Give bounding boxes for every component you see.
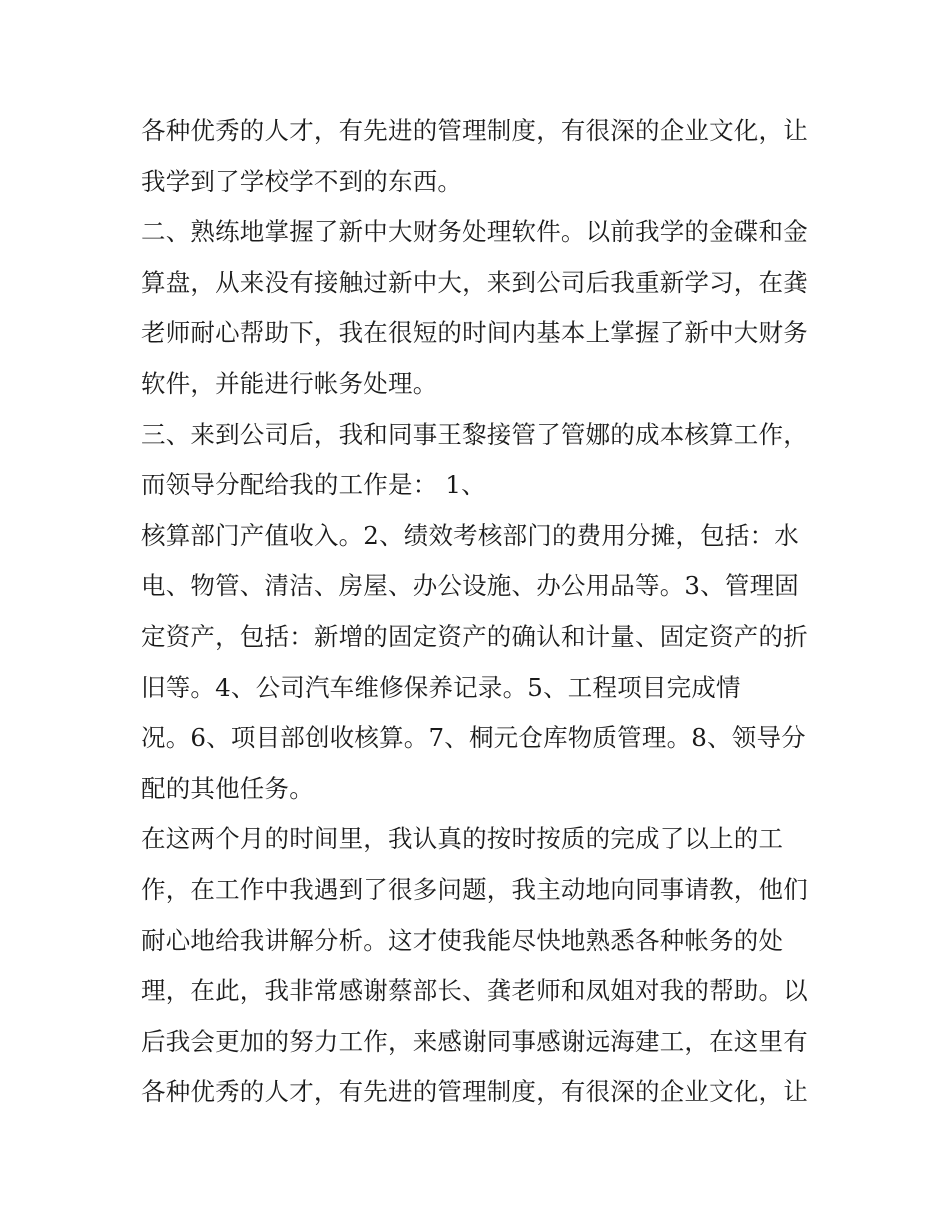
text-line: 况。6、项目部创收核算。7、桐元仓库物质管理。8、领导分 <box>141 723 806 753</box>
text-line: 耐心地给我讲解分析。这才使我能尽快地熟悉各种帐务的处 <box>141 925 784 955</box>
text-line: 电、物管、清洁、房屋、办公设施、办公用品等。3、管理固 <box>141 571 799 601</box>
text-line: 定资产，包括：新增的固定资产的确认和计量、固定资产的折 <box>141 621 808 651</box>
text-line: 算盘，从来没有接触过新中大，来到公司后我重新学习，在龚 <box>141 267 808 297</box>
text-line: 各种优秀的人才，有先进的管理制度，有很深的企业文化，让 <box>141 1077 808 1107</box>
text-line: 我学到了学校学不到的东西。 <box>141 166 463 196</box>
text-line: 核算部门产值收入。2、绩效考核部门的费用分摊，包括：水 <box>141 520 799 550</box>
text-line: 而领导分配给我的工作是： 1、 <box>141 470 486 500</box>
text-line: 配的其他任务。 <box>141 773 314 803</box>
text-line: 后我会更加的努力工作，来感谢同事感谢远海建工，在这里有 <box>141 1026 808 1056</box>
text-line: 理，在此，我非常感谢蔡部长、龚老师和凤姐对我的帮助。以 <box>141 976 808 1006</box>
text-line: 作，在工作中我遇到了很多问题，我主动地向同事请教，他们 <box>141 874 808 904</box>
text-line: 老师耐心帮助下，我在很短的时间内基本上掌握了新中大财务 <box>141 318 808 348</box>
text-line: 软件，并能进行帐务处理。 <box>141 368 438 398</box>
text-line: 三、来到公司后，我和同事王黎接管了管娜的成本核算工作， <box>141 419 808 449</box>
text-line: 二、熟练地掌握了新中大财务处理软件。以前我学的金碟和金 <box>141 217 808 247</box>
text-line: 在这两个月的时间里，我认真的按时按质的完成了以上的工 <box>141 824 784 854</box>
body-text <box>141 106 821 1118</box>
text-line: 旧等。4、公司汽车维修保养记录。5、工程项目完成情 <box>141 672 741 702</box>
text-line: 各种优秀的人才，有先进的管理制度，有很深的企业文化，让 <box>141 116 808 145</box>
